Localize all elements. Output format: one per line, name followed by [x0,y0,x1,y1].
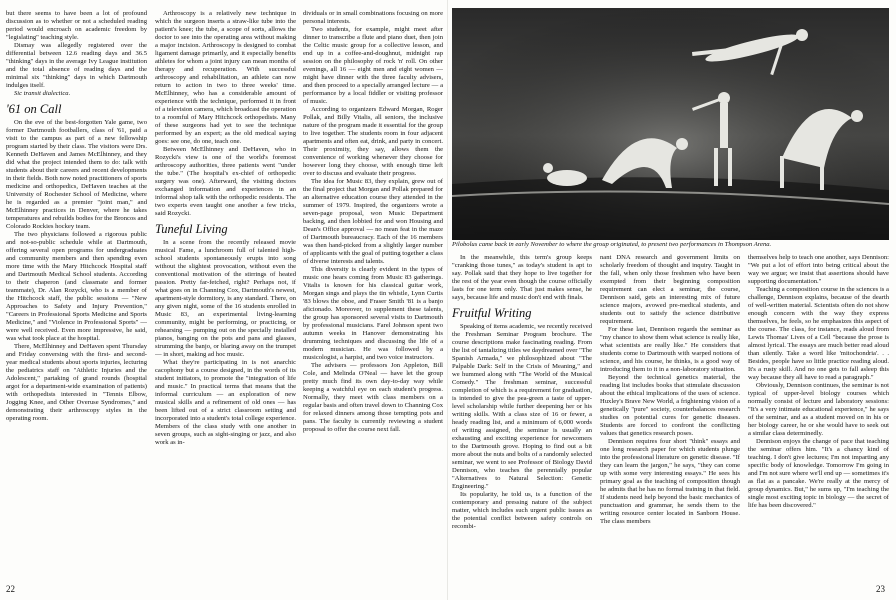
right-column-1 [452,254,592,582]
right-column-2 [600,254,740,582]
paragraph: The two physicians followed a rigorous public and not-so-public schedule while at Dartmouth, offering several open programs for undergraduates and community members and then spending even more time with the Mary Hitchcock Hospital staff and Dartmouth Medical School students. According to their chaperon (and classmate and former teammate), Dr. Alan Rozycki, who is a member of the Hitchcock staff, the public sessions — "New Approaches to Safety and Injury Prevention," "Careers in Professional Sports Medicine and Sports Medicine," and "Violence in Professional Sports" — were well received. Even more impressive, he said, was what took place at the hospital. [6,231,147,342]
page-number-left: 22 [6,584,15,594]
section-heading-61-on-call: '61 on Call [6,102,62,116]
paragraph: Obviously, Dennison continues, the seminar is not typical of upper-level biology courses which normally consist of lecture and laboratory sessions: "It's a very intimate educational experience," he says of the seminar, and as a student moved on in his or her biology career, he or she would have to seek out a similar class determinedly. [748,382,889,437]
paragraph: Teaching a composition course in the sciences is a challenge, Dennison explains, because of the dearth of well-written material. Scientists often do not show enough concern with the way they express themselves, he feels, so he emphasizes this aspect of the course. The class, for instance, reads aloud from Lewis Thomas' Lives of a Cell "because the prose is almost lyrical. The essays are much better read aloud than silently. Take a word like 'mitochondria'. . . Besides, people have so little practice reading aloud. It's a rusty skill. And no one gets to fall asleep this way because they all have to read a paragraph." [748,286,889,381]
paragraph: This diversity is clearly evident in the types of music one hears coming from Music 83 gatherings. Vitalis is known for his classical guitar work, Morgan sings and plays the tin whistle, Lynn Curtis '83 blows the oboe, and Fraser Smith '81 is a banjo aficionado. Moreover, to supplement these talents, the group has sponsored several visits to Dartmouth by professional musicians. Farel Johnson spent two autumn weeks in Hanover demonstrating his drumming techniques and discussing the life of a modern musician. He was followed by a musicologist, a harpist, and two voice instructors. [303,266,443,361]
paragraph: Two students, for example, might meet after dinner to transcribe a flute and piano duet, then join the Celtic music group for a collective lesson, and end up in a coffee-and-doughnut, midnight rap session on the philosophy of rock 'n' roll. On other evenings, all 16 — eight men and eight women — might have dinner with the three faculty advisers, and then proceed to a specially arranged lecture — a performance by a local fiddler or visiting professor of music. [303,26,443,105]
photo-caption: Pilobolus came back in early November to where the group originated, to present two performances in Thompson Arena. [452,241,772,248]
paragraph: For these last, Dennison regards the seminar as "my chance to show them what science is really like, what scientists are really like." He considers that students come to Dartmouth with warped notions of science, and his course, he thinks, is a good way of introducing them to it in a non-laboratory situation. [600,326,740,373]
page-gutter [447,0,448,600]
signoff: Sic transit dialectica. [14,90,71,97]
pilobolus-dance-photo [452,8,889,240]
paragraph: The idea for Music 83, they explain, grew out of the final project that Morgan and Pollak prepared for an alternative education course they attended in the summer of 1979. Inspired, the organizers wrote a seven-page proposal, won Music Department backing, and then lobbied for and won Housing and Dean's Office approval — no mean feat in the maze of Dartmouth bureaucracy. Each of the 16 members was then hand-picked from a slightly larger number of applicants with the goal of putting together a class of diverse interests and talents. [303,178,443,265]
left-column-2 [155,10,296,582]
left-column-3 [303,10,443,582]
paragraph: nant DNA research and government limits on scholarly freedom of thought and inquiry. Taught in the fall, when only those freshmen who have been exempted from their beginning composition requirement can elect a seminar, the course, Dennison said, gets an interesting mix of future science majors, avowed pre-medical students, and students out to satisfy the science distributive requirement. [600,254,740,325]
section-heading-tuneful-living: Tuneful Living [155,222,228,236]
paragraph: Between McElhinney and DeHaven, who in Rozycki's view is one of the world's foremost arthroscopy authorities, three patients went "under the tube." (The hospital's ex-chief of orthopedic surgery was one). Afterward, the visiting doctors exchanged information and experiences in an informal shop talk with the orthopedic residents. The two experts even taught one another a few tricks, said Rozycki. [155,146,296,217]
paragraph: Dismay was allegedly registered over the differential between 12.6 reading days and 36.5 "thinking" days in the average Ivy League institution and the total absence of reading days and the minimal six "thinking" days in which Dartmouth indulges itself. [6,42,147,89]
left-column-1 [6,10,147,582]
dance-photo-illustration [452,8,889,240]
paragraph: Speaking of items academic, we recently received the Freshman Seminar Program brochure. The course descriptions make fascinating reading. From the list of tantalizing titles we daydreamed over "The Spanish Armada," we philosophized about "The Palpable Dark: Self in the Crisis of Meaning," and we hummed along with "The World of the Musical Comedy." The freshman seminar, successful completion of which is a requirement for graduation, is intended to give the pea-green a taste of upper-level scholarship while further deepening her or his writing skills. With a class size of 16 or fewer, a heady reading list, and a minimum of 6,000 words of writing assigned, the seminar is usually an exhausting and exciting experience for newcomers to the Dartmouth grove. Hoping to find out a bit more about the nuts and bolts of a randomly selected seminar, we went to see Professor of Biology David Dennison, who teaches the perennially popular "Alternatives to Natural Selection: Genetic Engineering." [452,323,592,490]
paragraph: In a scene from the recently released movie musical Fame, a lunchroom full of talented high-school students spontaneously erupts into song without the slightest provocation, without even the conventional motivation of the stirrings of heated passion. Pretty far-fetched, right? Perhaps not, if what goes on in Channing Cox, Dartmouth's newest, apartment-style dormitory, is any standard. There, on any given night, some of the 16 students enrolled in Music 83, an experimental living-learning community, might be performing, or practicing, or rehearsing — pumping out on the specially installed pianos, banging on the pots and pans and glasses, strumming the banjo, or blaring away on the trumpet — in short, making ad hoc music. [155,239,296,358]
paragraph: Its popularity, he told us, is a function of the contemporary and pressing nature of the subject matter, which includes such urgent public issues as the potential conflict between safety controls on recombi- [452,491,592,530]
section-heading-fruitful-writing: Fruitful Writing [452,306,532,320]
paragraph: themselves help to teach one another, says Dennison: "We put a lot of effort into being critical about the way we argue; we insist that assertions should have supporting documentation." [748,254,889,285]
paragraph: Beyond the technical genetics material, the reading list includes books that stimulate discussion about the ethical implications of the uses of science. Huxley's Brave New World, a frightening vision of a genetically "pure" society, counterbalances research studies on potential cures for genetic diseases. Students are forced to confront the conflicting values that genetics research poses. [600,374,740,437]
paragraph: The advisers — professors Jon Appleton, Bill Cole, and Melinda O'Neal — have let the group pretty much find its own day-to-day way while keeping a watchful eye on each student's progress. Normally, they meet with class members on a regular basis and often travel down to Channing Cox for relaxed dinners among those tempting pots and pans. The faculty is currently reviewing a student proposal to offer the course next fall. [303,362,443,433]
paragraph: dividuals or in small combinations focusing on more personal interests. [303,10,443,25]
paragraph: On the eve of the best-forgotten Yale game, two former Dartmouth footballers, class of '61, paid a visit to the campus as part of a new fellowship program started by their class. The visitors were Drs. Kenneth DeHaven and James McElhinney, and they did what the project intended them to do: talk with students about their careers and recent developments in their fields. Both now noted practitioners of sports medicine and orthopedics, DeHaven teaches at the University of Rochester School of Medicine, where he is regarded as a premier "joint man," and McElhinney practices in Denver, where he takes temperatures and rebuilds bodies for the Broncos and Colorado Rockies hockey team. [6,119,147,230]
paragraph: but there seems to have been a lot of profound discussion as to whether or not a scheduled reading period would encroach on academic freedom by "legislating" teaching style. [6,10,147,41]
paragraph: In the meanwhile, this term's group keeps "cranking those tunes," as today's student is apt to say. Pollak said that they hope to live together for the rest of the year even though the course officially lasts for one term only. That just makes sense, he says, because life and music don't end with finals. [452,254,592,301]
page-number-right: 23 [876,584,885,594]
paragraph: What they're participating in is not anarchic cacophony but a course designed, in the words of its student initiators, to promote the "integration of life and music." In practical terms that means that the informal curriculum — an exploration of new musical skills and a refinement of old ones — has been lifted out of a strict classroom setting and incorporated into a student's total college experience. Members of the class study with one another in seven groups, such as sight-singing or jazz, and also work as in- [155,359,296,446]
paragraph: According to organizers Edward Morgan, Roger Pollak, and Billy Vitalis, all seniors, the inclusive nature of the program made it essential for the group to live together. The students room in four adjacent apartments and often eat, drink, and party in concert. Their proximity, they say, allows them the convenience of working whenever they choose for however long they choose, with enough time left over to discuss and evaluate their progress. [303,106,443,177]
paragraph: Arthroscopy is a relatively new technique in which the surgeon inserts a straw-like tube into the patient's knee; the tube, a scope of sorts, allows the doctor to see into the operating area without making a major incision. Arthroscopy is designed to combat ligament damage primarily, and it especially benefits athletes for whom a joint injury can mean months of therapy and recuperation. With successful arthroscopy and rehabilitation, an athlete can now return to action in two to three weeks' time. McElhinney, who has a considerable amount of experience with the technique, performed it in front of a television camera, which broadcast the operation to a roomful of Mary Hitchcock orthopedists. Many of these surgeons had yet to see the technique performed by an expert; as the old medical saying goes: see one, do one, teach one. [155,10,296,145]
right-column-3 [748,254,889,582]
paragraph: There, McElhinney and DeHaven spent Thursday and Friday conversing with the first- and second-year medical students about sports injuries, lecturing the pediatrics staff on "Athletic Injuries and the Adolescent," partaking of grand rounds (hospital argot for a department-wide examination of patients) with orthopedists interested in "Tennis Elbow, Jogging Knee, and Other Overuse Syndromes," and demonstrating their arthroscopy styles in the operating room. [6,343,147,422]
paragraph: Dennison requires four short "think" essays and one long research paper for which students plunge into the professional literature on genetic disease. "If they can learn the jargon," he says, "they can come up with some very interesting essays." He sees his primary goal as the teaching of composition though he admits that he has no formal training in that field. If students need help beyond the basic mechanics of punctuation and grammar, he sends them to the writing resource center located in Sanborn House. The class members [600,438,740,525]
paragraph: Dennison enjoys the change of pace that teaching the seminar offers him. "It's a chancy kind of teaching. I don't give lectures; I'm not imparting any specific body of knowledge. Tomorrow I'm going in and I'm not sure where we'll end up — sometimes it's as flat as a pancake. We're really at the mercy of group dynamics. But," he sums up, "I'm teaching the single most exciting topic in biology — the secret of life has been discovered." [748,438,889,509]
